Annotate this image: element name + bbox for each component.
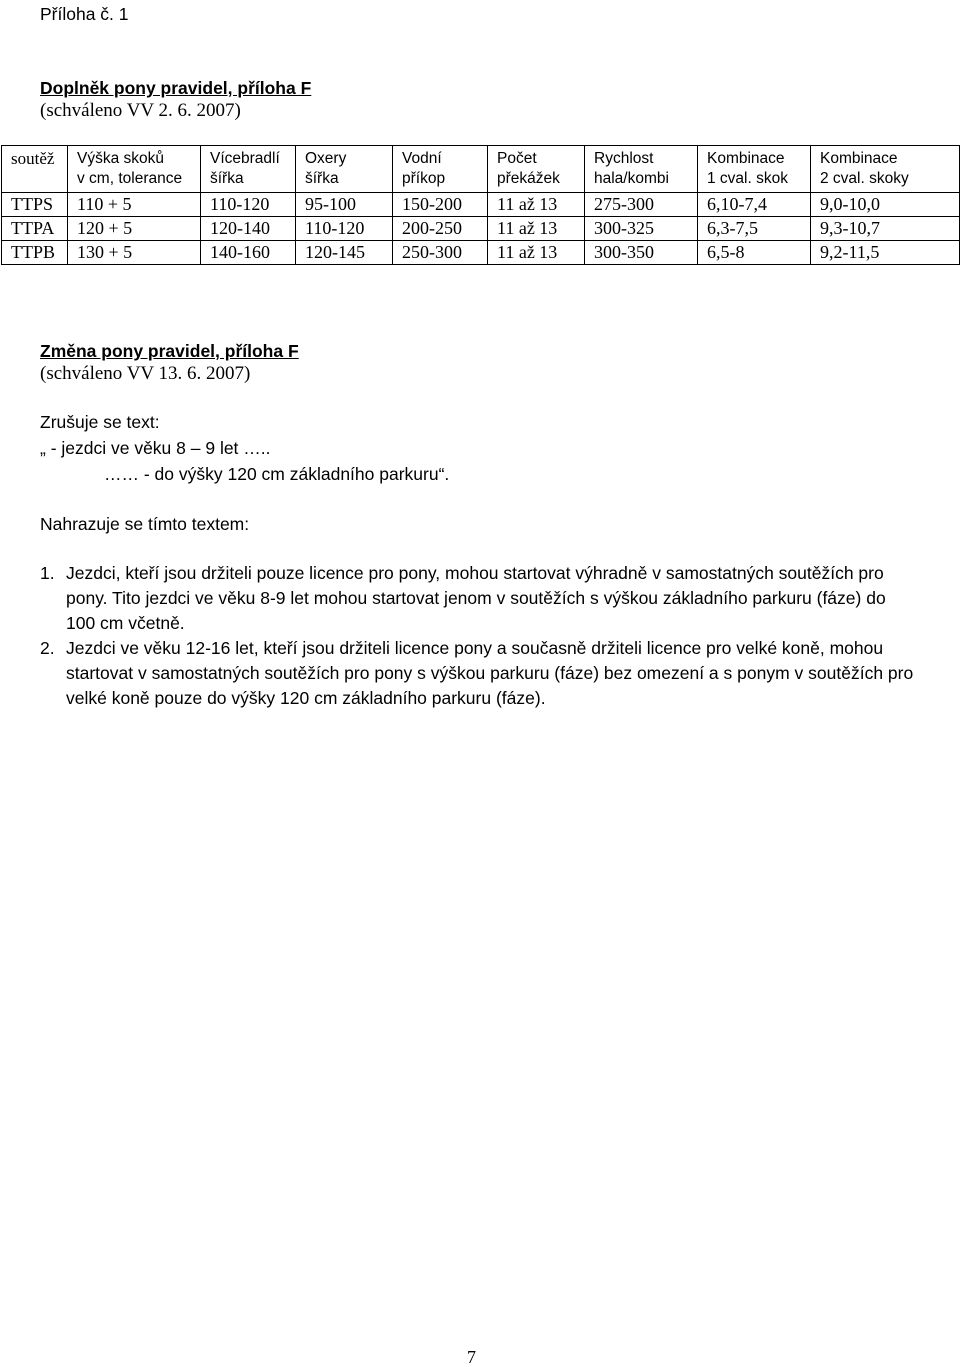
cancel-label: Zrušuje se text: <box>40 412 160 432</box>
list-item-number: 1. <box>40 563 55 583</box>
list-item-text: Jezdci ve věku 12-16 let, kteří jsou držiteli licence pony a současně držiteli licence pro velké koně, mohou startovat v samostatných soutěžích pro pony s výškou parkuru (fáze) bez omezení a s ponym v soutěžích pro velké koně pouze do výšky 120 cm základního parkuru (fáze). <box>66 638 914 708</box>
header-cell: soutěž <box>2 146 68 193</box>
table-cell: TTPS <box>2 193 68 217</box>
table-cell: 11 až 13 <box>488 217 585 241</box>
header-cell: Výška skoků v cm, tolerance <box>68 146 201 193</box>
table-row <box>2 193 960 217</box>
table-cell: 9,0-10,0 <box>811 193 960 217</box>
section2-approved: (schváleno VV 13. 6. 2007) <box>40 363 251 384</box>
table-cell: 110 + 5 <box>68 193 201 217</box>
page-number: 7 <box>467 1347 476 1367</box>
list-item-text: Jezdci, kteří jsou držiteli pouze licence pro pony, mohou startovat výhradně v samostatných soutěžích pro pony. Tito jezdci ve věku 8-9 let mohou startovat jenom v soutěžích s výškou základního parkuru (fáze) do 100 cm včetně. <box>66 563 886 633</box>
table-cell: 300-325 <box>585 217 698 241</box>
table-cell: 110-120 <box>296 217 393 241</box>
table-cell: 11 až 13 <box>488 241 585 265</box>
header-cell: Vodní příkop <box>393 146 488 193</box>
header-cell: Kombinace 1 cval. skok <box>698 146 811 193</box>
table-cell: 6,3-7,5 <box>698 217 811 241</box>
table-cell: 120-145 <box>296 241 393 265</box>
table-cell: 9,3-10,7 <box>811 217 960 241</box>
list-item-number: 2. <box>40 638 55 658</box>
header-cell: Počet překážek <box>488 146 585 193</box>
cancelled-text-line1: „ - jezdci ve věku 8 – 9 let ….. <box>40 438 271 458</box>
table-cell: 300-350 <box>585 241 698 265</box>
table-cell: 200-250 <box>393 217 488 241</box>
section1-approved: (schváleno VV 2. 6. 2007) <box>40 100 241 121</box>
table-cell: 6,5-8 <box>698 241 811 265</box>
header-cell: Kombinace 2 cval. skoky <box>811 146 960 193</box>
table-cell: 110-120 <box>201 193 296 217</box>
appendix-label: Příloha č. 1 <box>40 4 129 24</box>
table-cell: 11 až 13 <box>488 193 585 217</box>
list-item <box>40 561 920 637</box>
table-cell: TTPB <box>2 241 68 265</box>
header-cell: Rychlost hala/kombi <box>585 146 698 193</box>
table-cell: 150-200 <box>393 193 488 217</box>
header-cell: Oxery šířka <box>296 146 393 193</box>
table-cell: 9,2-11,5 <box>811 241 960 265</box>
table-cell: 95-100 <box>296 193 393 217</box>
table-cell: TTPA <box>2 217 68 241</box>
table-row <box>2 217 960 241</box>
section2-title: Změna pony pravidel, příloha F <box>40 341 299 361</box>
table-cell: 120 + 5 <box>68 217 201 241</box>
table-cell: 6,10-7,4 <box>698 193 811 217</box>
section1-title: Doplněk pony pravidel, příloha F <box>40 78 312 98</box>
table-cell: 140-160 <box>201 241 296 265</box>
table-cell: 275-300 <box>585 193 698 217</box>
table-cell: 250-300 <box>393 241 488 265</box>
cancelled-text-line2: …… - do výšky 120 cm základního parkuru“. <box>104 464 450 484</box>
list-item <box>40 636 920 712</box>
jump-specs-table <box>1 145 960 265</box>
table-cell: 130 + 5 <box>68 241 201 265</box>
replace-label: Nahrazuje se tímto textem: <box>40 514 250 534</box>
header-cell: Vícebradlí šířka <box>201 146 296 193</box>
table-cell: 120-140 <box>201 217 296 241</box>
table-header-row <box>2 146 960 193</box>
table-row <box>2 241 960 265</box>
